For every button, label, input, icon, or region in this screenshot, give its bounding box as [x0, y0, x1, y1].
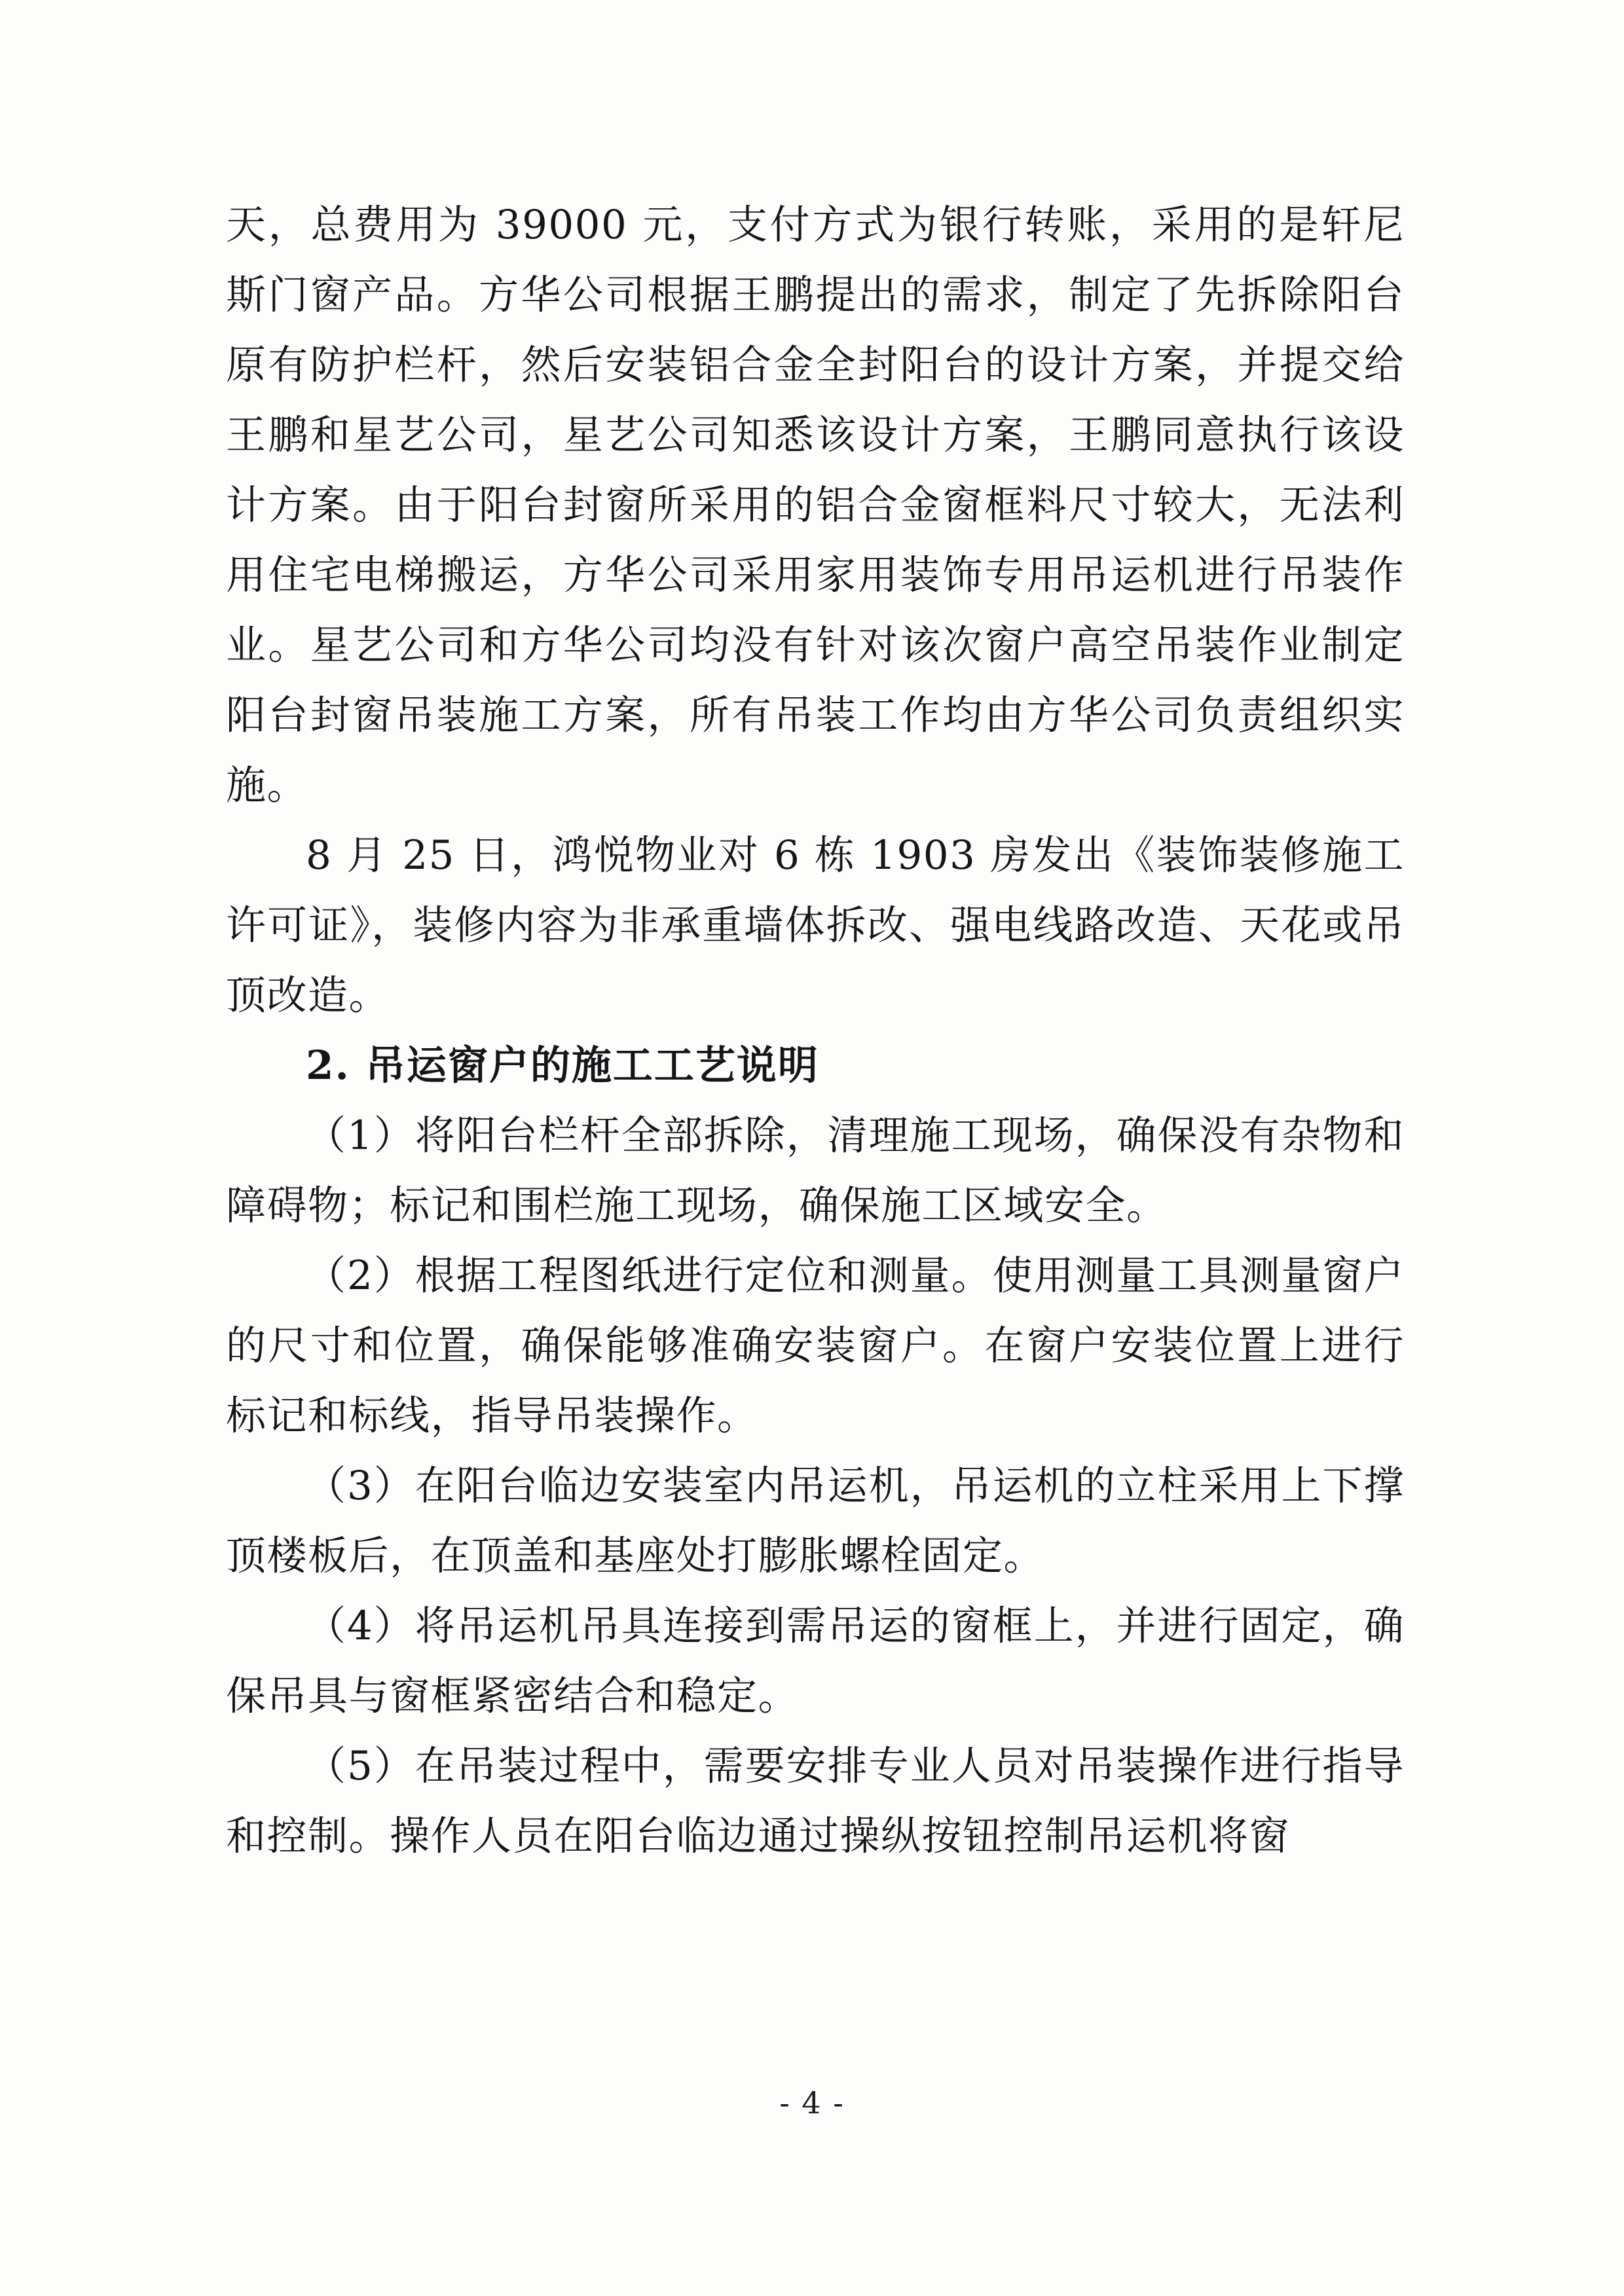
paragraph-step-1: （1）将阳台栏杆全部拆除，清理施工现场，确保没有杂物和障碍物；标记和围栏施工现场，确保施工区域安全。	[226, 1112, 1405, 1229]
paragraph-continuation: 天，总费用为 39000 元，支付方式为银行转账，采用的是轩尼斯门窗产品。方华公司根据王鹏提出的需求，制定了先拆除阳台原有防护栏杆，然后安装铝合金全封阳台的设计方案，并提交给王鹏和星艺公司，星艺公司知悉该设计方案，王鹏同意执行该设计方案。由于阳台封窗所采用的铝合金窗框料尺寸较大，无法利用住宅电梯搬运，方华公司采用家用装饰专用吊运机进行吊装作业。星艺公司和方华公司均没有针对该次窗户高空吊装作业制定阳台封窗吊装施工方案，所有吊装工作均由方华公司负责组织实施。	[226, 202, 1405, 809]
paragraph-permit-notice: 8 月 25 日，鸿悦物业对 6 栋 1903 房发出《装饰装修施工许可证》，装修内容为非承重墙体拆改、强电线路改造、天花或吊顶改造。	[226, 832, 1405, 1019]
document-body	[226, 190, 1405, 1871]
page-number: - 4 -	[779, 2085, 845, 2121]
paragraph-step-4: （4）将吊运机吊具连接到需吊运的窗框上，并进行固定，确保吊具与窗框紧密结合和稳定。	[226, 1603, 1405, 1719]
paragraph-step-2: （2）根据工程图纸进行定位和测量。使用测量工具测量窗户的尺寸和位置，确保能够准确安装窗户。在窗户安装位置上进行标记和标线，指导吊装操作。	[226, 1252, 1405, 1439]
paragraph-step-3: （3）在阳台临边安装室内吊运机，吊运机的立柱采用上下撑顶楼板后，在顶盖和基座处打膨胀螺栓固定。	[226, 1463, 1405, 1579]
section-heading-construction-process: 2. 吊运窗户的施工工艺说明	[306, 1042, 819, 1089]
paragraph-step-5: （5）在吊装过程中，需要安排专业人员对吊装操作进行指导和控制。操作人员在阳台临边通过操纵按钮控制吊运机将窗	[226, 1743, 1405, 1859]
